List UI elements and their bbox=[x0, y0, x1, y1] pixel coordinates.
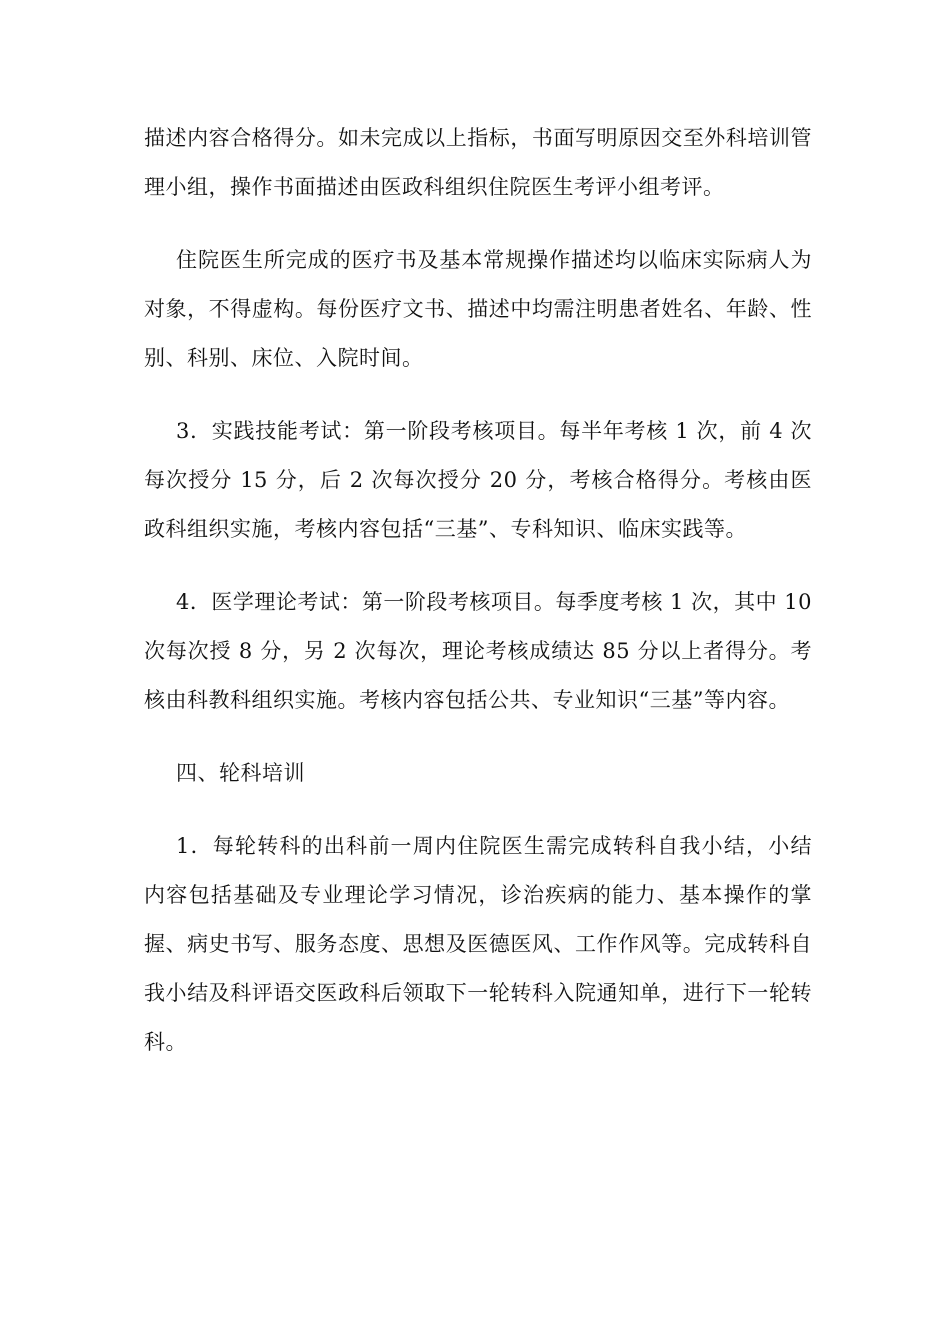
paragraph-theory-exam: 4．医学理论考试：第一阶段考核项目。每季度考核 1 次，其中 10 次每次授 8 分，另 2 次每次，理论考核成绩达 85 分以上者得分。考核由科教科组织实施。考核内容包括公共、专业知识“三基”等内容。 bbox=[144, 590, 812, 712]
document-body bbox=[144, 114, 812, 1067]
paragraph-practical-skills-exam: 3．实践技能考试：第一阶段考核项目。每半年考核 1 次，前 4 次每次授分 15 分，后 2 次每次授分 20 分，考核合格得分。考核由医政科组织实施，考核内容包括“三基”、专科知识、临床实践等。 bbox=[144, 419, 812, 541]
paragraph-rotation-summary: 1．每轮转科的出科前一周内住院医生需完成转科自我小结，小结内容包括基础及专业理论学习情况，诊治疾病的能力、基本操作的掌握、病史书写、服务态度、思想及医德医风、工作作风等。完成转科自我小结及科评语交医政科后领取下一轮转科入院通知单，进行下一轮转科。 bbox=[144, 834, 812, 1054]
section-heading-rotation-training: 四、轮科培训 bbox=[176, 761, 305, 785]
paragraph-continuation: 描述内容合格得分。如未完成以上指标，书面写明原因交至外科培训管理小组，操作书面描述由医政科组织住院医生考评小组考评。 bbox=[144, 126, 812, 199]
paragraph-records-requirement: 住院医生所完成的医疗书及基本常规操作描述均以临床实际病人为对象，不得虚构。每份医疗文书、描述中均需注明患者姓名、年龄、性别、科别、床位、入院时间。 bbox=[144, 248, 812, 370]
